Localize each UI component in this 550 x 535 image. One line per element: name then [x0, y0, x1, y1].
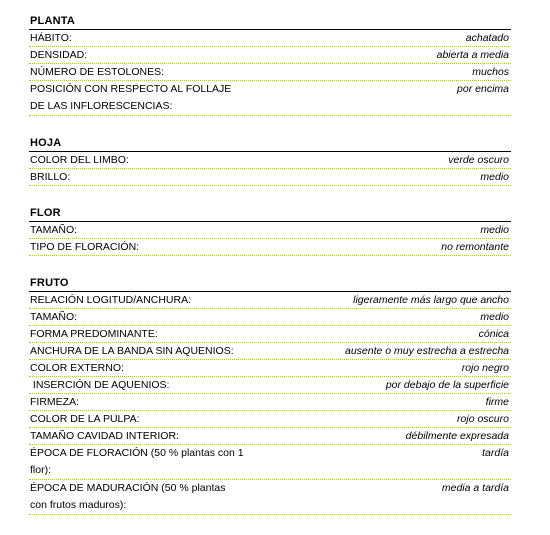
table-row — [29, 360, 511, 377]
row-value: media a tardía — [441, 482, 509, 494]
row-label: COLOR EXTERNO: — [30, 362, 124, 374]
table-row — [29, 222, 511, 239]
table-row — [29, 47, 511, 64]
row-label: HÁBITO: — [30, 32, 72, 44]
row-label: TAMAÑO CAVIDAD INTERIOR: — [30, 430, 179, 442]
row-value: ausente o muy estrecha a estrecha — [344, 345, 509, 357]
section-fruto — [29, 276, 511, 515]
table-row — [29, 480, 511, 515]
table-row — [29, 169, 511, 186]
table-row — [29, 239, 511, 256]
row-value: rojo oscuro — [457, 413, 509, 425]
table-row — [29, 411, 511, 428]
row-value: por debajo de la superficie — [385, 379, 509, 391]
row-label: ÉPOCA DE FLORACIÓN (50 % plantas con 1 flor): — [30, 447, 244, 476]
section-hoja — [29, 136, 511, 186]
row-label: COLOR DE LA PULPA: — [30, 413, 140, 425]
variety-description-sheet — [29, 14, 511, 535]
section-planta — [29, 14, 511, 116]
row-value: medio — [480, 311, 509, 323]
row-label: TIPO DE FLORACIÓN: — [30, 241, 140, 253]
table-row — [29, 292, 511, 309]
row-value: débilmente expresada — [405, 430, 509, 442]
row-label: FIRMEZA: — [30, 396, 79, 408]
row-label: TAMAÑO: — [30, 311, 78, 323]
section-title: PLANTA — [29, 14, 511, 30]
table-row — [29, 64, 511, 81]
row-value: cónica — [478, 328, 509, 340]
row-label: FORMA PREDOMINANTE: — [30, 328, 158, 340]
row-label: BRILLO: — [30, 171, 71, 183]
row-value: ligeramente más largo que ancho — [353, 294, 509, 306]
table-row — [29, 309, 511, 326]
table-row — [29, 343, 511, 360]
table-row — [29, 81, 511, 116]
row-value: rojo negro — [461, 362, 509, 374]
table-row — [29, 428, 511, 445]
table-row — [29, 377, 511, 394]
row-label: RELACIÓN LOGITUD/ANCHURA: — [30, 294, 192, 306]
row-value: no remontante — [441, 241, 509, 253]
row-value: muchos — [472, 66, 509, 78]
row-value: achatado — [465, 32, 509, 44]
row-label: TAMAÑO: — [30, 224, 78, 236]
row-value: abierta a media — [436, 49, 509, 61]
row-label: ANCHURA DE LA BANDA SIN AQUENIOS: — [30, 345, 234, 357]
row-value: verde oscuro — [448, 154, 509, 166]
section-title: HOJA — [29, 136, 511, 152]
row-label: ÉPOCA DE MADURACIÓN (50 % plantas con frutos maduros): — [30, 482, 226, 511]
section-flor — [29, 206, 511, 256]
table-row — [29, 394, 511, 411]
section-title: FRUTO — [29, 276, 511, 292]
row-label: NÚMERO DE ESTOLONES: — [30, 66, 164, 78]
row-label: INSERCIÓN DE AQUENIOS: — [30, 379, 170, 391]
section-title: FLOR — [29, 206, 511, 222]
row-label: POSICIÓN CON RESPECTO AL FOLLAJE DE LAS INFLORESCENCIAS: — [30, 83, 232, 112]
table-row — [29, 445, 511, 480]
table-row — [29, 30, 511, 47]
row-label: DENSIDAD: — [30, 49, 88, 61]
row-value: medio — [480, 171, 509, 183]
row-value: por encima — [457, 83, 509, 95]
row-value: medio — [480, 224, 509, 236]
row-label: COLOR DEL LIMBO: — [30, 154, 129, 166]
table-row — [29, 326, 511, 343]
table-row — [29, 152, 511, 169]
row-value: tardía — [482, 447, 509, 459]
row-value: firme — [485, 396, 509, 408]
